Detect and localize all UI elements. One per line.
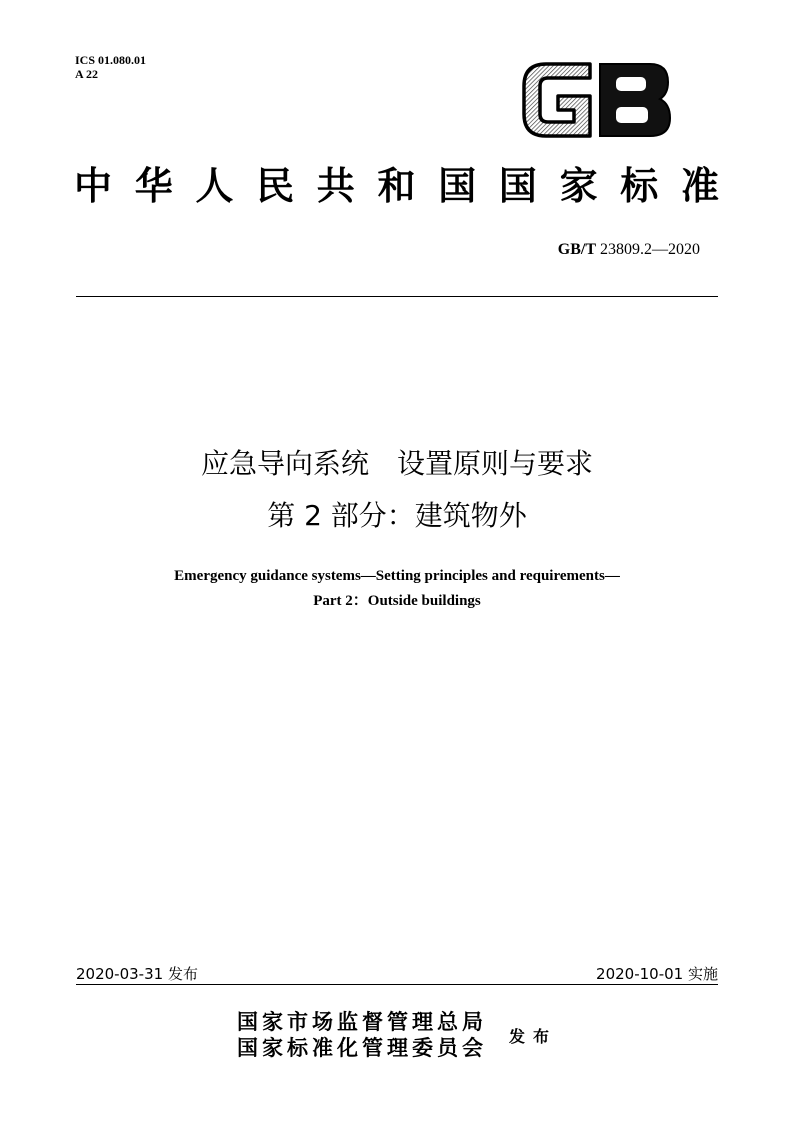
- publish-label: 发布: [509, 1027, 558, 1046]
- header-divider: [76, 296, 718, 297]
- standard-code: [558, 241, 700, 259]
- code-prefix: GB/T: [557, 241, 596, 258]
- code-number: 23809.2—2020: [600, 241, 700, 258]
- gb-logo-icon: [518, 58, 675, 142]
- footer-divider: [76, 984, 718, 985]
- issuer-sac: 国家标准化管理委员会: [237, 1035, 487, 1060]
- title-zh-line1: 应急导向系统 设置原则与要求: [200, 447, 593, 480]
- ics-code: ICS 01.080.01: [75, 53, 147, 67]
- logo-letter-g: [524, 64, 590, 136]
- country-standard-title: 中华人民共和国国家标准: [74, 163, 719, 208]
- issue-date: 2020-03-31 发布: [76, 965, 198, 983]
- logo-letter-b: [600, 64, 670, 136]
- title-en-line2: Part 2：Outside buildings: [313, 593, 481, 609]
- ccs-code: A 22: [75, 67, 99, 81]
- title-zh-line2: 第 2 部分：建筑物外: [267, 499, 527, 532]
- issuer-samr: 国家市场监督管理总局: [237, 1009, 487, 1034]
- issuing-authorities: [237, 1009, 487, 1061]
- title-en-line1: Emergency guidance systems—Setting principles and requirements—: [174, 568, 620, 584]
- classification-block: [75, 53, 146, 81]
- implementation-date: 2020-10-01 实施: [596, 965, 718, 983]
